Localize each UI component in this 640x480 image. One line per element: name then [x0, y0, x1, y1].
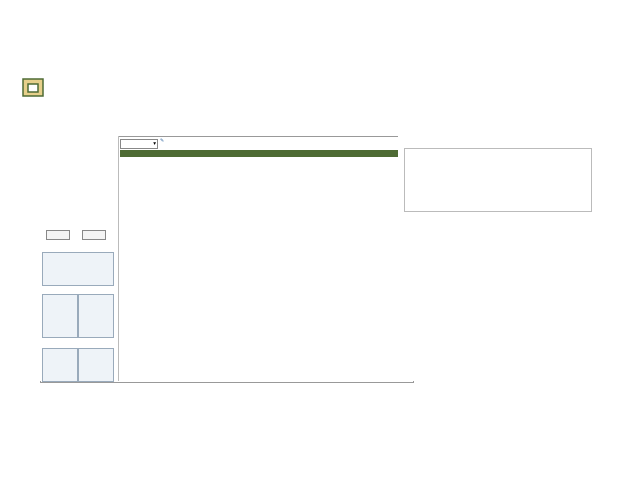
area-listbox[interactable]	[78, 294, 114, 338]
pencil-icon[interactable]: ✎	[160, 138, 165, 144]
success-gauge	[400, 296, 492, 378]
results-table	[120, 150, 410, 157]
clear-button[interactable]	[82, 230, 106, 240]
type-listbox[interactable]	[42, 252, 114, 286]
chevron-down-icon: ▾	[153, 141, 156, 147]
filter-sidebar	[40, 136, 119, 381]
table-header	[120, 150, 410, 157]
house-logo-icon	[22, 76, 44, 98]
price-score-chart	[492, 312, 588, 380]
direction-listbox[interactable]	[42, 348, 78, 382]
top-dropdown[interactable]	[120, 139, 158, 149]
stats-box	[404, 148, 592, 212]
floor-listbox[interactable]	[78, 348, 114, 382]
struct-listbox[interactable]	[42, 294, 78, 338]
confirm-button[interactable]	[46, 230, 70, 240]
